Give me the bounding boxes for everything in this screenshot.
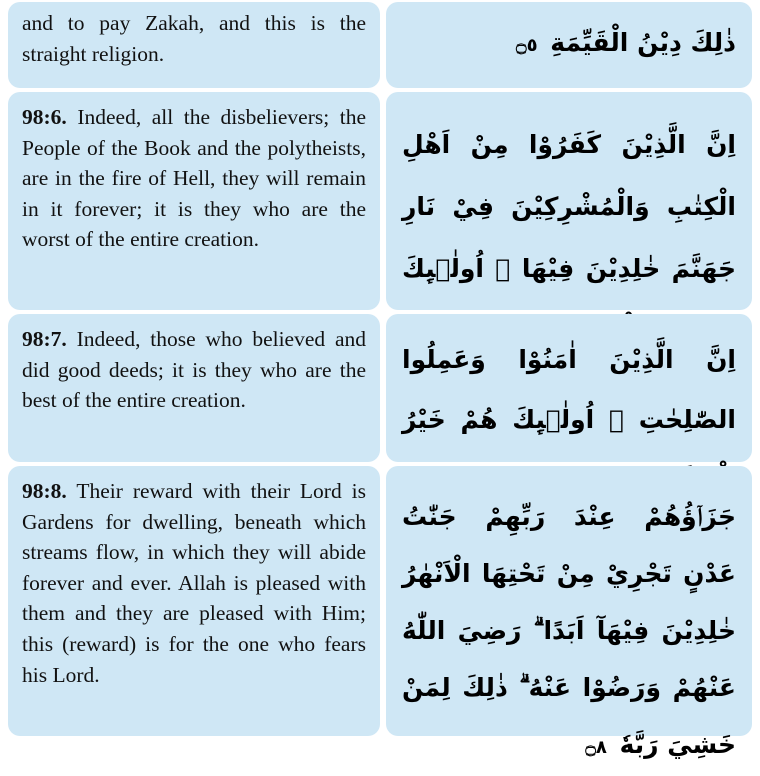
arabic-text: اِنَّ الَّذِيْنَ اٰمَنُوْا وَعَمِلُوا الصّٰلِحٰتِ ۙ اُولٰۤىِٕكَ هُمْ خَيْرُ bbox=[402, 345, 736, 434]
verse-number: 98:7. bbox=[22, 327, 67, 351]
english-translation-cell bbox=[8, 92, 380, 310]
english-text: Indeed, all the disbelievers; the People of the Book and the polytheists, are in the fire of Hell, they will remain in it forever; it is they who are the worst of the entire creation. bbox=[22, 105, 366, 252]
arabic-verse-cell bbox=[386, 466, 752, 759]
verse-row bbox=[0, 314, 760, 462]
verse-number: 98:8. bbox=[22, 479, 67, 503]
english-translation-cell bbox=[8, 2, 380, 88]
english-translation-cell bbox=[8, 466, 380, 736]
english-text: Indeed, those who believed and did good deeds; it is they who are the best of the entire creation. bbox=[22, 327, 366, 413]
verse-row bbox=[0, 466, 760, 759]
arabic-verse-cell bbox=[386, 2, 752, 88]
arabic-verse-cell bbox=[386, 314, 752, 462]
ayah-end-mark: ۝٨ bbox=[585, 737, 607, 758]
english-text: Their reward with their Lord is Gardens for dwelling, beneath which streams flow, in which they will abide forever and ever. Allah is pleased with them and they are pleased with Him; this (reward) is for the one who fears his Lord. bbox=[22, 479, 366, 687]
english-text: and to pay Zakah, and this is the straight religion. bbox=[22, 11, 366, 66]
arabic-text: جَزَاۤؤُهُمْ عِنْدَ رَبِّهِمْ جَنّٰتُ عَدْنٍ تَجْرِيْ مِنْ تَحْتِهَا الْاَنْهٰرُ خٰلِدِيْنَ فِيْهَآ اَبَدًا ۗ رَضِيَ اللّٰهُ عَنْهُمْ وَرَضُوْا عَنْهُ ۗ ذٰلِكَ لِمَنْ خَشِيَ رَبَّهٗ bbox=[402, 502, 736, 759]
verse-row bbox=[0, 2, 760, 88]
verse-number: 98:6. bbox=[22, 105, 67, 129]
arabic-text: اِنَّ الَّذِيْنَ كَفَرُوْا مِنْ اَهْلِ الْكِتٰبِ وَالْمُشْرِكِيْنَ فِيْ نَارِ جَهَنَّمَ خٰلِدِيْنَ فِيْهَا ۗ اُولٰۤىِٕكَ bbox=[402, 130, 736, 283]
english-translation-cell bbox=[8, 314, 380, 462]
arabic-text: ذٰلِكَ دِيْنُ الْقَيِّمَةِ bbox=[550, 28, 736, 57]
verse-row bbox=[0, 92, 760, 310]
ayah-end-mark: ۝٥ bbox=[516, 35, 538, 56]
arabic-verse-cell bbox=[386, 92, 752, 310]
